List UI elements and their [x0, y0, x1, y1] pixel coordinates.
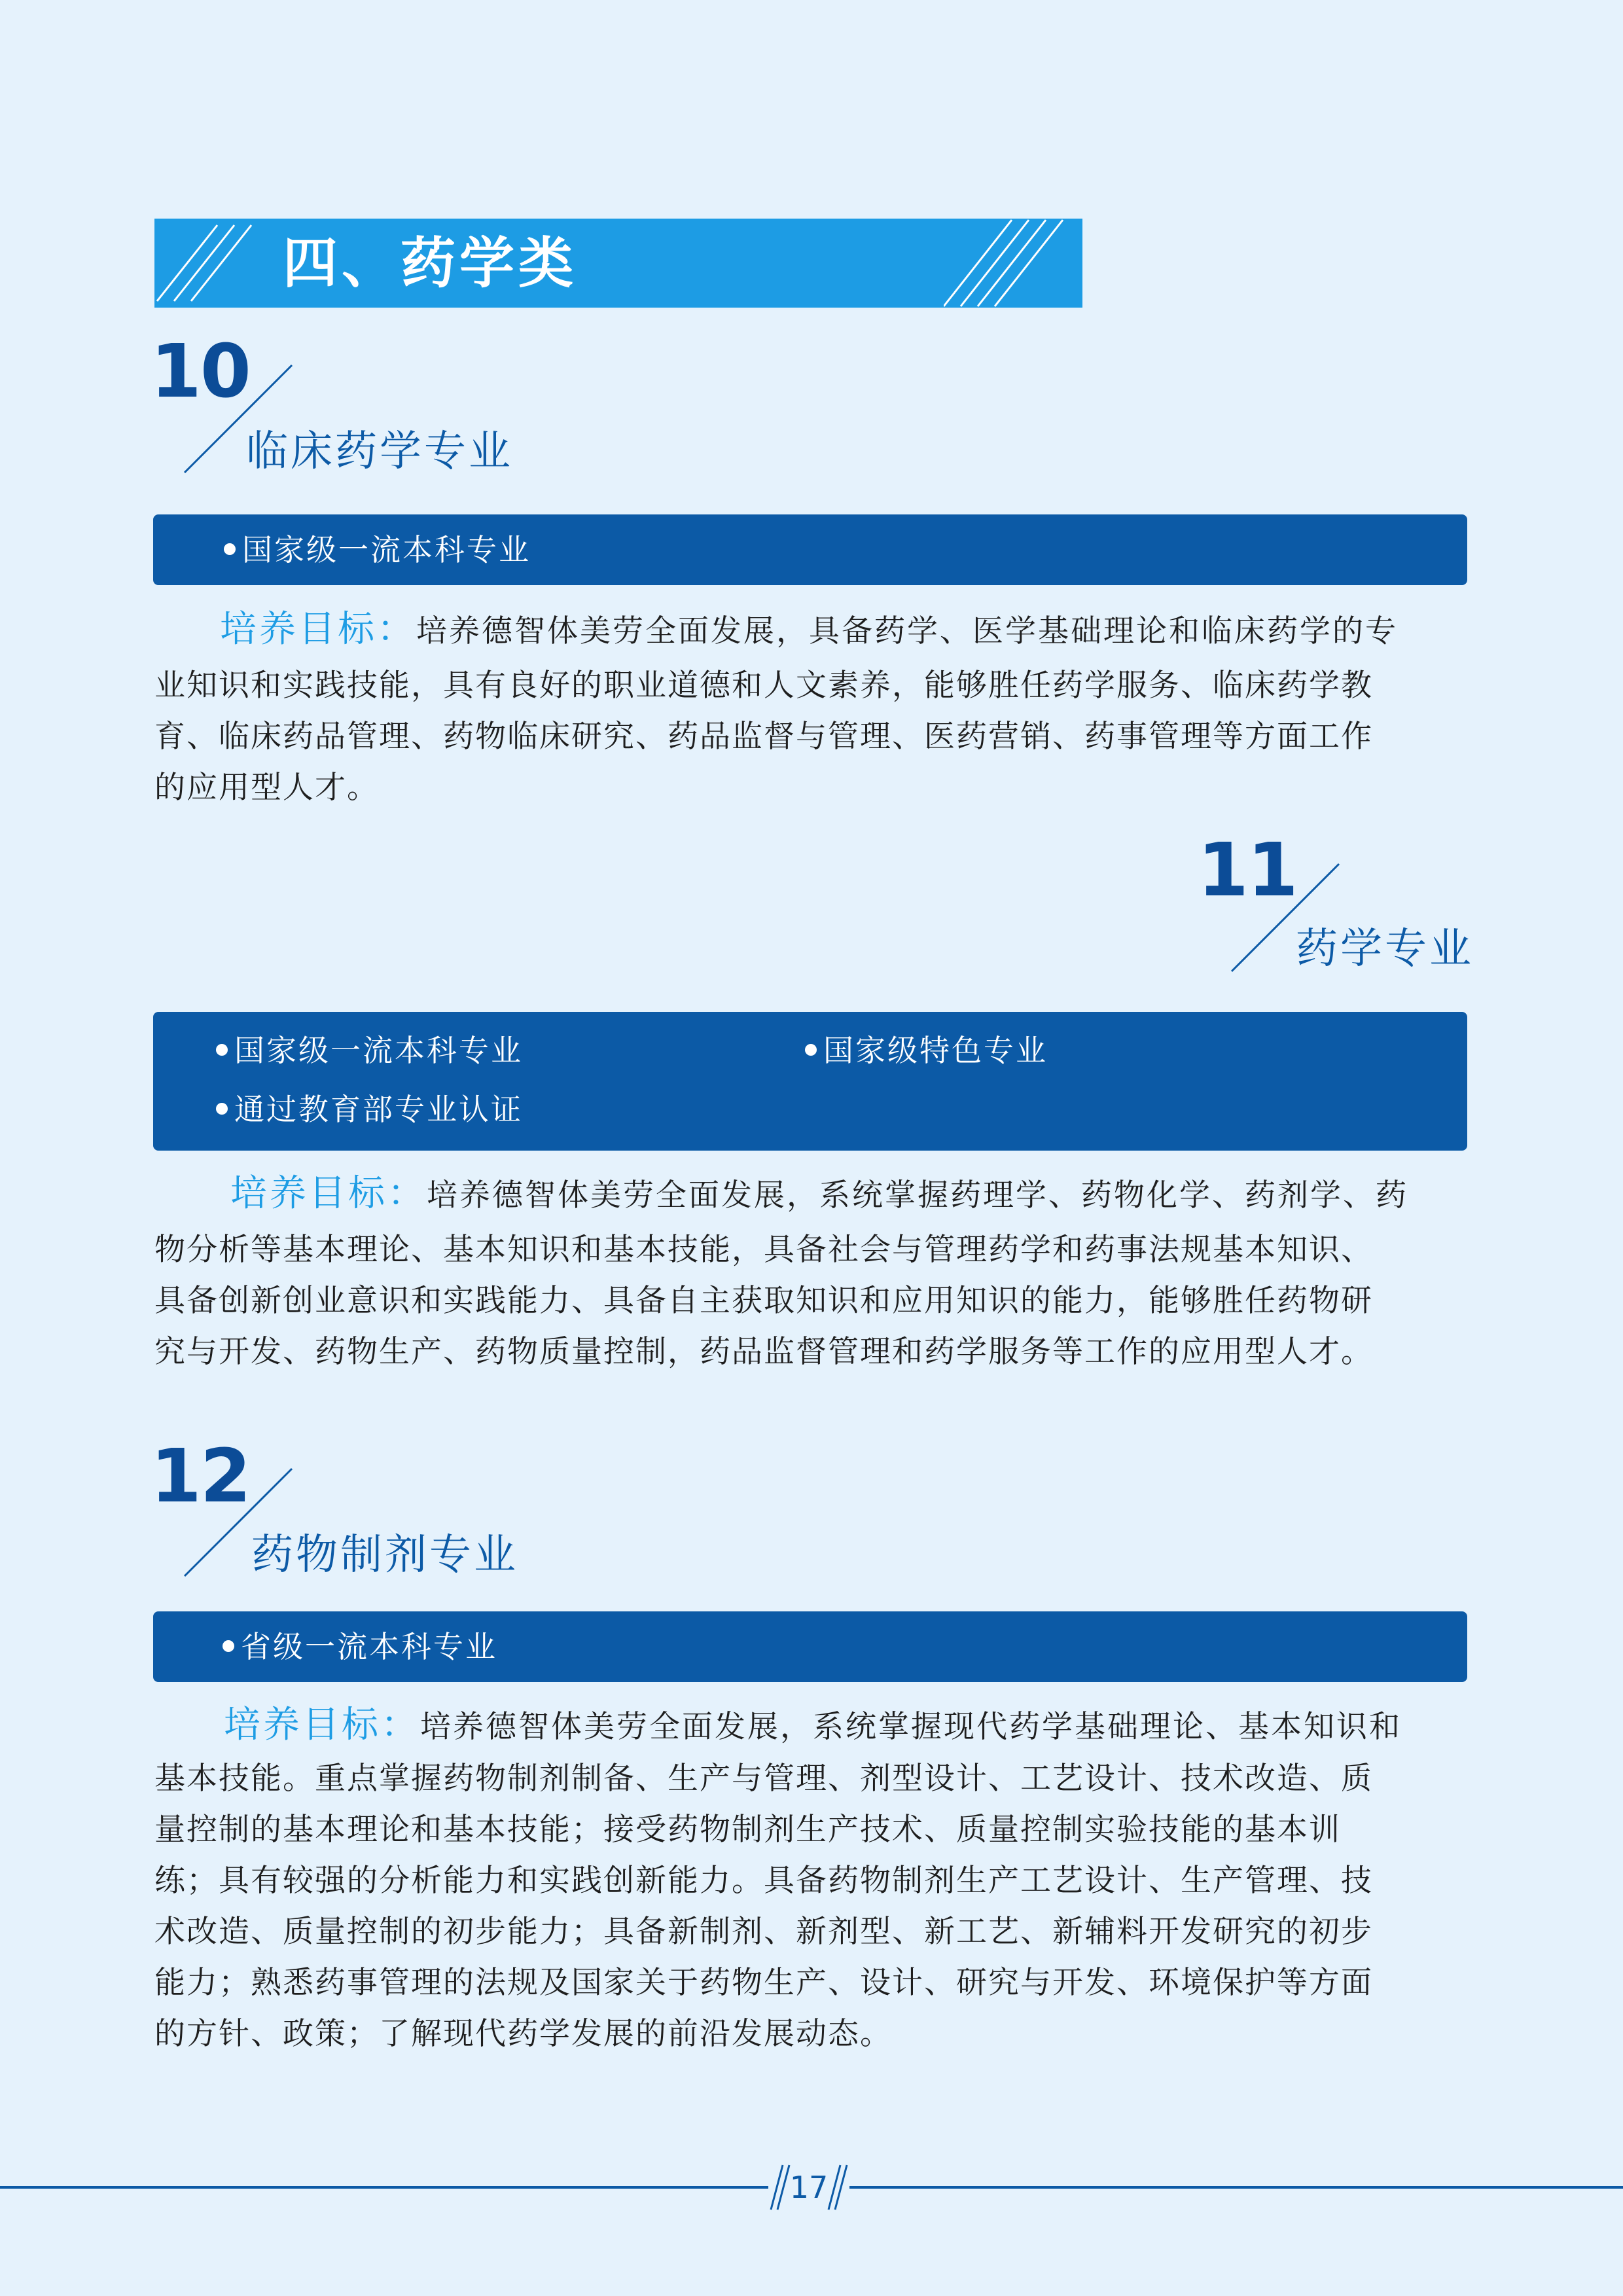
- goal-line: 培养目标：培养德智体美劳全面发展，系统掌握药理学、药物化学、药剂学、药: [230, 1172, 1408, 1215]
- honor-badge: 省级一流本科专业: [223, 1632, 497, 1662]
- item-number: 10: [151, 329, 250, 414]
- banner-right-stripes: [944, 219, 1082, 308]
- goal-line: 培养目标：培养德智体美劳全面发展，具备药学、医学基础理论和临床药学的专: [220, 608, 1398, 651]
- banner-left-stripes: [154, 219, 285, 308]
- item-title: 药物制剂专业: [251, 1531, 518, 1579]
- goal-line: 培养目标：培养德智体美劳全面发展，系统掌握现代药学基础理论、基本知识和: [224, 1704, 1402, 1746]
- honor-badge: 国家级特色专业: [805, 1035, 1048, 1066]
- goal-line: 具备创新创业意识和实践能力、具备自主获取知识和应用知识的能力，能够胜任药物研: [154, 1283, 1373, 1319]
- goal-line: 练；具有较强的分析能力和实践创新能力。具备药物制剂生产工艺设计、生产管理、技: [154, 1863, 1373, 1899]
- page-number-box: [768, 2164, 849, 2211]
- honor-badge: 通过教育部专业认证: [216, 1094, 523, 1124]
- honors-bar: [153, 514, 1467, 585]
- goal-line: 物分析等基本理论、基本知识和基本技能，具备社会与管理药学和药事法规基本知识、: [154, 1232, 1373, 1268]
- goal-label: 培养目标：: [220, 608, 416, 651]
- item-title: 临床药学专业: [246, 427, 513, 476]
- item-number: 12: [151, 1434, 250, 1519]
- section-title: 四、药学类: [283, 231, 578, 295]
- goal-line: 量控制的基本理论和基本技能；接受药物制剂生产技术、质量控制实验技能的基本训: [154, 1812, 1341, 1848]
- goal-label: 培养目标：: [230, 1172, 427, 1215]
- goal-line: 能力；熟悉药事管理的法规及国家关于药物生产、设计、研究与开发、环境保护等方面: [154, 1965, 1373, 2001]
- goal-paragraph: [154, 1704, 1469, 2060]
- goal-paragraph: [154, 608, 1469, 808]
- goal-line: 育、临床药品管理、药物临床研究、药品监督与管理、医药营销、药事管理等方面工作: [154, 719, 1373, 755]
- honors-bar: [153, 1611, 1467, 1682]
- goal-line: 究与开发、药物生产、药物质量控制，药品监督管理和药学服务等工作的应用型人才。: [154, 1334, 1373, 1370]
- item-title: 药学专业: [1296, 925, 1474, 973]
- item-number: 11: [1198, 828, 1297, 913]
- goal-line: 基本技能。重点掌握药物制剂制备、生产与管理、剂型设计、工艺设计、技术改造、质: [154, 1761, 1373, 1797]
- goal-paragraph: [154, 1172, 1469, 1385]
- goal-line: 术改造、质量控制的初步能力；具备新制剂、新剂型、新工艺、新辅料开发研究的初步: [154, 1914, 1373, 1950]
- honors-bar: [153, 1012, 1467, 1151]
- section-banner: [154, 219, 1082, 308]
- goal-line: 的方针、政策；了解现代药学发展的前沿发展动态。: [154, 2016, 892, 2052]
- goal-line: 业知识和实践技能，具有良好的职业道德和人文素养，能够胜任药学服务、临床药学教: [154, 668, 1373, 704]
- goal-label: 培养目标：: [224, 1704, 420, 1746]
- honor-badge: 国家级一流本科专业: [224, 535, 531, 565]
- page-number: 17: [789, 2170, 829, 2205]
- goal-line: 的应用型人才。: [154, 770, 379, 806]
- honor-badge: 国家级一流本科专业: [216, 1035, 523, 1066]
